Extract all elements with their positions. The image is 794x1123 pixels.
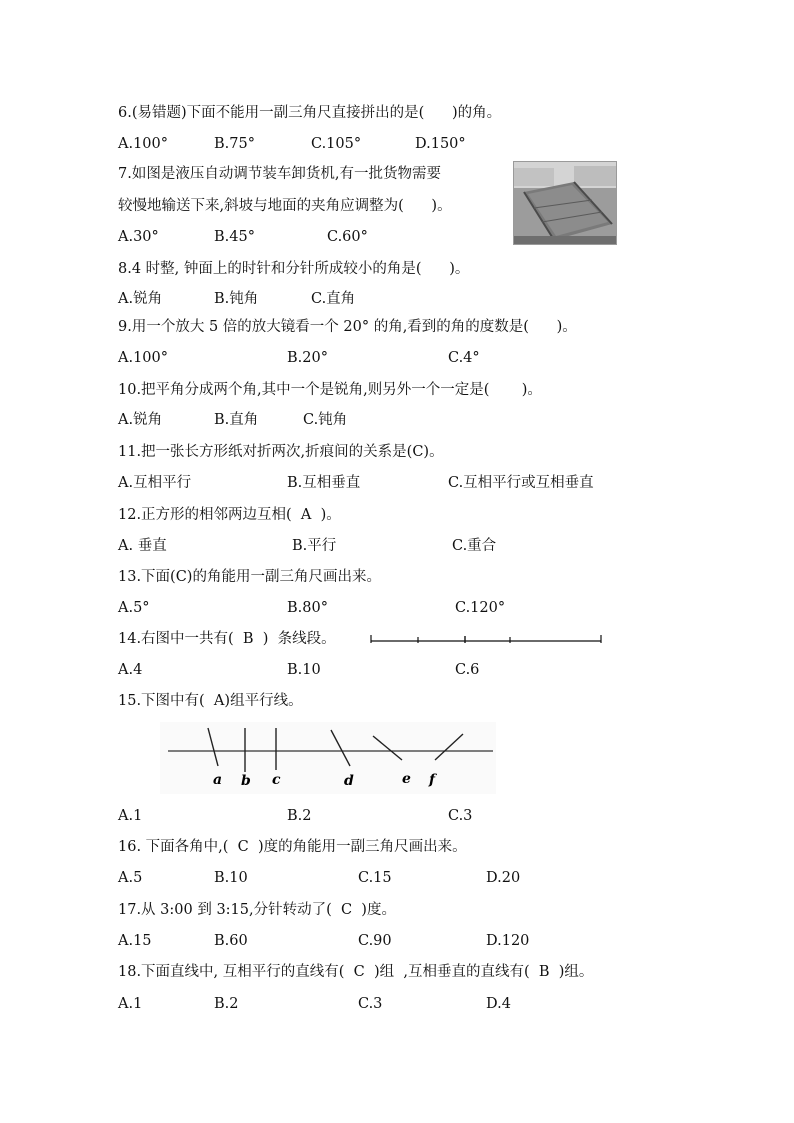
- q7-option-a: A.30°: [118, 229, 159, 245]
- q12-option-a: A. 垂直: [118, 538, 167, 554]
- q17-option-a: A.15: [118, 933, 152, 949]
- question-15: 15.下图中有( A)组平行线。: [118, 693, 303, 709]
- question-14: 14.右图中一共有( B ) 条线段。: [118, 631, 336, 647]
- q14-option-b: B.10: [287, 662, 321, 678]
- q18-option-c: C.3: [358, 996, 383, 1012]
- loading-ramp-photo: [513, 161, 617, 245]
- question-13: 13.下面(C)的角能用一副三角尺画出来。: [118, 569, 381, 585]
- q9-option-a: A.100°: [118, 350, 169, 366]
- q10-option-c: C.钝角: [303, 412, 348, 428]
- q13-option-a: A.5°: [118, 600, 150, 616]
- q9-option-b: B.20°: [287, 350, 328, 366]
- question-16: 16. 下面各角中,( C )度的角能用一副三角尺画出来。: [118, 839, 467, 855]
- q14-option-c: C.6: [455, 662, 480, 678]
- q7-option-c: C.60°: [327, 229, 368, 245]
- question-7-line-2: 较慢地输送下来,斜坡与地面的夹角应调整为( )。: [118, 198, 452, 214]
- question-17: 17.从 3:00 到 3:15,分针转动了( C )度。: [118, 902, 396, 918]
- q6-option-d: D.150°: [415, 136, 466, 152]
- q9-option-c: C.4°: [448, 350, 480, 366]
- q17-option-b: B.60: [214, 933, 248, 949]
- q13-option-b: B.80°: [287, 600, 328, 616]
- loading-ramp-illustration: [514, 162, 617, 245]
- q18-option-a: A.1: [118, 996, 143, 1012]
- label-b: b: [241, 773, 251, 789]
- q10-option-b: B.直角: [214, 412, 259, 428]
- q18-option-d: D.4: [486, 996, 511, 1012]
- question-12: 12.正方形的相邻两边互相( A )。: [118, 507, 341, 523]
- q16-option-d: D.20: [486, 870, 521, 886]
- q8-option-a: A.锐角: [118, 291, 163, 307]
- q15-option-a: A.1: [118, 808, 143, 824]
- q8-option-c: C.直角: [311, 291, 356, 307]
- line-segment-figure: [370, 634, 604, 646]
- q16-option-a: A.5: [118, 870, 143, 886]
- parallel-lines-figure: [160, 722, 496, 794]
- q8-option-b: B.钝角: [214, 291, 259, 307]
- question-8: 8.4 时整, 钟面上的时针和分针所成较小的角是( )。: [118, 261, 470, 277]
- q17-option-c: C.90: [358, 933, 392, 949]
- q16-option-b: B.10: [214, 870, 248, 886]
- q10-option-a: A.锐角: [118, 412, 163, 428]
- label-d: d: [344, 773, 354, 789]
- q12-option-b: B.平行: [292, 538, 337, 554]
- q6-option-a: A.100°: [118, 136, 169, 152]
- q11-option-c: C.互相平行或互相垂直: [448, 475, 594, 491]
- label-a: a: [213, 772, 223, 788]
- q11-option-b: B.互相垂直: [287, 475, 361, 491]
- q15-option-c: C.3: [448, 808, 473, 824]
- q14-option-a: A.4: [118, 662, 143, 678]
- label-f: f: [429, 772, 436, 788]
- question-10: 10.把平角分成两个角,其中一个是锐角,则另外一个一定是( )。: [118, 382, 542, 398]
- label-e: e: [402, 771, 411, 787]
- q18-option-b: B.2: [214, 996, 239, 1012]
- question-7-line-1: 7.如图是液压自动调节装车卸货机,有一批货物需要: [118, 166, 441, 182]
- q11-option-a: A.互相平行: [118, 475, 192, 491]
- q16-option-c: C.15: [358, 870, 392, 886]
- q17-option-d: D.120: [486, 933, 530, 949]
- q7-option-b: B.45°: [214, 229, 255, 245]
- q6-option-b: B.75°: [214, 136, 255, 152]
- question-18: 18.下面直线中, 互相平行的直线有( C )组 ,互相垂直的直线有( B )组。: [118, 964, 594, 980]
- question-6: 6.(易错题)下面不能用一副三角尺直接拼出的是( )的角。: [118, 105, 502, 121]
- q13-option-c: C.120°: [455, 600, 506, 616]
- q6-option-c: C.105°: [311, 136, 362, 152]
- q15-option-b: B.2: [287, 808, 312, 824]
- question-9: 9.用一个放大 5 倍的放大镜看一个 20° 的角,看到的角的度数是( )。: [118, 319, 577, 335]
- q12-option-c: C.重合: [452, 538, 497, 554]
- question-11: 11.把一张长方形纸对折两次,折痕间的关系是(C)。: [118, 444, 444, 460]
- label-c: c: [272, 772, 281, 788]
